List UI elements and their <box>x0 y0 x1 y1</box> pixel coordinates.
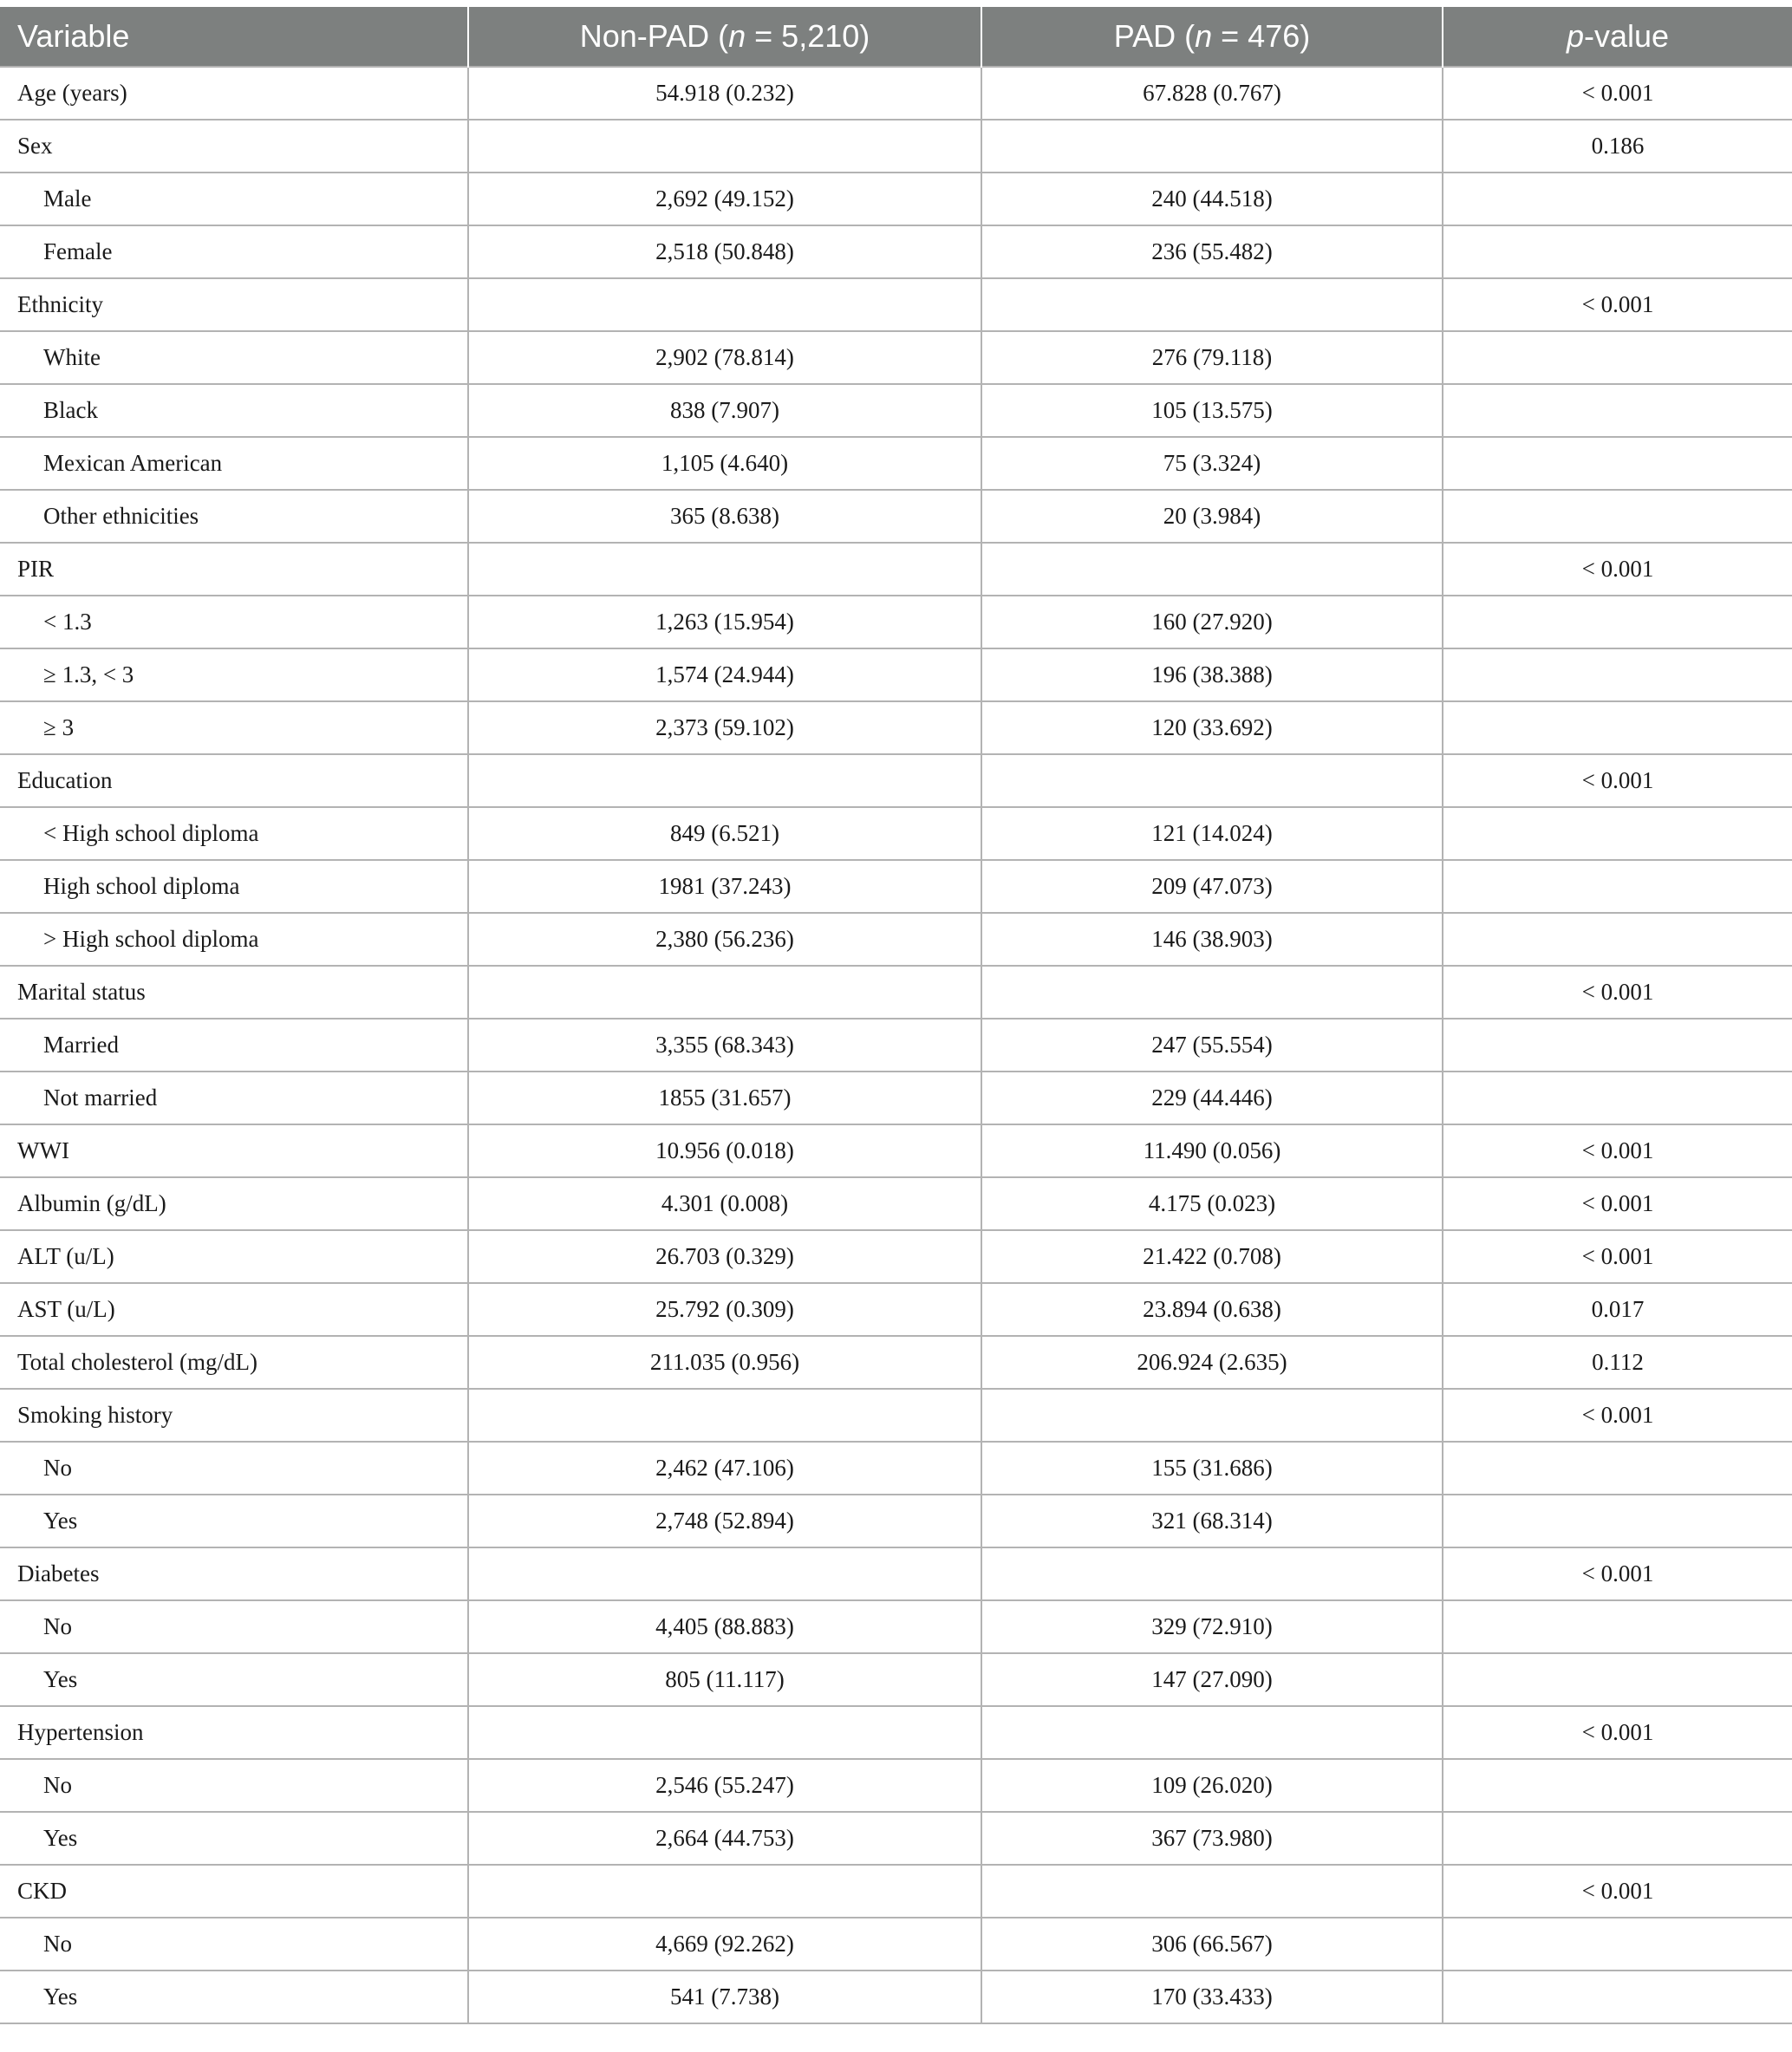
table-row <box>0 913 1792 966</box>
variable-cell: Yes <box>0 1812 468 1865</box>
table-row <box>0 1336 1792 1389</box>
non-pad-cell: 1981 (37.243) <box>468 860 981 913</box>
header-non-pad-suffix: = 5,210) <box>746 18 870 54</box>
table-row <box>0 1653 1792 1706</box>
p-value-cell: 0.112 <box>1443 1336 1792 1389</box>
variable-cell: ALT (u/L) <box>0 1230 468 1283</box>
p-value-cell: < 0.001 <box>1443 1230 1792 1283</box>
pad-cell <box>981 1547 1443 1600</box>
table-row <box>0 225 1792 278</box>
table-row <box>0 331 1792 384</box>
variable-cell: AST (u/L) <box>0 1283 468 1336</box>
variable-cell: No <box>0 1600 468 1653</box>
variable-cell: < 1.3 <box>0 596 468 648</box>
pad-cell: 20 (3.984) <box>981 490 1443 543</box>
pad-cell: 11.490 (0.056) <box>981 1124 1443 1177</box>
pad-cell: 67.828 (0.767) <box>981 67 1443 120</box>
table-row <box>0 1759 1792 1812</box>
non-pad-cell: 2,664 (44.753) <box>468 1812 981 1865</box>
non-pad-cell: 1,105 (4.640) <box>468 437 981 490</box>
non-pad-cell <box>468 754 981 807</box>
pad-cell: 75 (3.324) <box>981 437 1443 490</box>
p-value-cell: < 0.001 <box>1443 1865 1792 1918</box>
variable-cell: Yes <box>0 1971 468 2023</box>
non-pad-cell: 4.301 (0.008) <box>468 1177 981 1230</box>
pad-cell: 367 (73.980) <box>981 1812 1443 1865</box>
pad-cell: 121 (14.024) <box>981 807 1443 860</box>
header-p-value <box>1443 7 1792 67</box>
pad-cell: 236 (55.482) <box>981 225 1443 278</box>
p-value-cell <box>1443 384 1792 437</box>
p-value-cell <box>1443 913 1792 966</box>
p-value-cell: < 0.001 <box>1443 1177 1792 1230</box>
table-header <box>0 7 1792 67</box>
p-value-cell <box>1443 701 1792 754</box>
p-value-cell: 0.186 <box>1443 120 1792 173</box>
table-row <box>0 648 1792 701</box>
pad-cell <box>981 120 1443 173</box>
p-value-cell: < 0.001 <box>1443 1547 1792 1600</box>
p-value-cell <box>1443 1442 1792 1495</box>
p-value-cell <box>1443 331 1792 384</box>
p-value-cell: < 0.001 <box>1443 754 1792 807</box>
table-row <box>0 807 1792 860</box>
pad-cell: 229 (44.446) <box>981 1072 1443 1124</box>
table-row <box>0 278 1792 331</box>
pad-cell: 146 (38.903) <box>981 913 1443 966</box>
non-pad-cell: 3,355 (68.343) <box>468 1019 981 1072</box>
table-row <box>0 1547 1792 1600</box>
variable-cell: Smoking history <box>0 1389 468 1442</box>
p-value-cell <box>1443 490 1792 543</box>
variable-cell: Yes <box>0 1495 468 1547</box>
variable-cell: ≥ 1.3, < 3 <box>0 648 468 701</box>
variable-cell: Total cholesterol (mg/dL) <box>0 1336 468 1389</box>
pad-cell: 120 (33.692) <box>981 701 1443 754</box>
variable-cell: Mexican American <box>0 437 468 490</box>
header-variable <box>0 7 468 67</box>
pad-cell: 206.924 (2.635) <box>981 1336 1443 1389</box>
variable-cell: Female <box>0 225 468 278</box>
non-pad-cell <box>468 1547 981 1600</box>
header-pad <box>981 7 1443 67</box>
pad-cell: 209 (47.073) <box>981 860 1443 913</box>
variable-cell: No <box>0 1759 468 1812</box>
p-value-cell: < 0.001 <box>1443 67 1792 120</box>
variable-cell: High school diploma <box>0 860 468 913</box>
p-value-cell: < 0.001 <box>1443 543 1792 596</box>
non-pad-cell: 838 (7.907) <box>468 384 981 437</box>
variable-cell: Ethnicity <box>0 278 468 331</box>
table-row <box>0 966 1792 1019</box>
table-row <box>0 1230 1792 1283</box>
header-p-suffix: -value <box>1583 18 1670 54</box>
p-value-cell <box>1443 1019 1792 1072</box>
p-value-cell <box>1443 1971 1792 2023</box>
header-non-pad-prefix: Non-PAD ( <box>579 18 729 54</box>
pad-cell <box>981 1706 1443 1759</box>
p-value-cell: < 0.001 <box>1443 278 1792 331</box>
p-value-cell <box>1443 596 1792 648</box>
pad-cell <box>981 1389 1443 1442</box>
table-row <box>0 1124 1792 1177</box>
non-pad-cell: 805 (11.117) <box>468 1653 981 1706</box>
table-row <box>0 596 1792 648</box>
variable-cell: Age (years) <box>0 67 468 120</box>
variable-cell: No <box>0 1918 468 1971</box>
pad-cell: 170 (33.433) <box>981 1971 1443 2023</box>
pad-cell: 4.175 (0.023) <box>981 1177 1443 1230</box>
pad-cell: 329 (72.910) <box>981 1600 1443 1653</box>
non-pad-cell: 1,574 (24.944) <box>468 648 981 701</box>
non-pad-cell <box>468 120 981 173</box>
table-row <box>0 1812 1792 1865</box>
p-value-cell <box>1443 1653 1792 1706</box>
non-pad-cell: 2,546 (55.247) <box>468 1759 981 1812</box>
pad-cell: 21.422 (0.708) <box>981 1230 1443 1283</box>
variable-cell: Education <box>0 754 468 807</box>
variable-cell: > High school diploma <box>0 913 468 966</box>
table-row <box>0 1706 1792 1759</box>
p-value-cell: < 0.001 <box>1443 1389 1792 1442</box>
non-pad-cell <box>468 966 981 1019</box>
table-row <box>0 1072 1792 1124</box>
non-pad-cell: 211.035 (0.956) <box>468 1336 981 1389</box>
pad-cell <box>981 754 1443 807</box>
table-row <box>0 1177 1792 1230</box>
table-row <box>0 1971 1792 2023</box>
pad-cell: 196 (38.388) <box>981 648 1443 701</box>
variable-cell: Male <box>0 173 468 225</box>
non-pad-cell: 2,902 (78.814) <box>468 331 981 384</box>
variable-cell: Not married <box>0 1072 468 1124</box>
table-row <box>0 437 1792 490</box>
header-non-pad <box>468 7 981 67</box>
table-row <box>0 1918 1792 1971</box>
table-row <box>0 754 1792 807</box>
non-pad-cell: 2,462 (47.106) <box>468 1442 981 1495</box>
pad-cell <box>981 543 1443 596</box>
non-pad-cell: 25.792 (0.309) <box>468 1283 981 1336</box>
table-row <box>0 490 1792 543</box>
table-row <box>0 1283 1792 1336</box>
p-value-cell <box>1443 1072 1792 1124</box>
pad-cell: 276 (79.118) <box>981 331 1443 384</box>
non-pad-cell: 2,380 (56.236) <box>468 913 981 966</box>
p-value-cell <box>1443 173 1792 225</box>
table-row <box>0 384 1792 437</box>
p-value-cell: 0.017 <box>1443 1283 1792 1336</box>
p-value-cell <box>1443 1759 1792 1812</box>
table-row <box>0 1019 1792 1072</box>
pad-cell: 321 (68.314) <box>981 1495 1443 1547</box>
non-pad-cell: 4,669 (92.262) <box>468 1918 981 1971</box>
pad-cell <box>981 278 1443 331</box>
non-pad-cell <box>468 543 981 596</box>
p-value-cell <box>1443 1495 1792 1547</box>
non-pad-cell: 26.703 (0.329) <box>468 1230 981 1283</box>
p-value-cell: < 0.001 <box>1443 1706 1792 1759</box>
p-value-cell: < 0.001 <box>1443 966 1792 1019</box>
variable-cell: Other ethnicities <box>0 490 468 543</box>
pad-cell: 105 (13.575) <box>981 384 1443 437</box>
p-value-cell <box>1443 1600 1792 1653</box>
non-pad-cell: 849 (6.521) <box>468 807 981 860</box>
table-row <box>0 1442 1792 1495</box>
variable-cell: Sex <box>0 120 468 173</box>
header-non-pad-n: n <box>728 18 746 54</box>
pad-cell <box>981 966 1443 1019</box>
non-pad-cell: 2,748 (52.894) <box>468 1495 981 1547</box>
non-pad-cell: 541 (7.738) <box>468 1971 981 2023</box>
non-pad-cell: 54.918 (0.232) <box>468 67 981 120</box>
variable-cell: Diabetes <box>0 1547 468 1600</box>
variable-cell: No <box>0 1442 468 1495</box>
non-pad-cell <box>468 1706 981 1759</box>
table-row <box>0 120 1792 173</box>
header-variable-label: Variable <box>17 18 130 54</box>
non-pad-cell <box>468 278 981 331</box>
variable-cell: Black <box>0 384 468 437</box>
variable-cell: Albumin (g/dL) <box>0 1177 468 1230</box>
non-pad-cell <box>468 1865 981 1918</box>
variable-cell: Married <box>0 1019 468 1072</box>
variable-cell: White <box>0 331 468 384</box>
pad-cell: 240 (44.518) <box>981 173 1443 225</box>
pad-cell: 160 (27.920) <box>981 596 1443 648</box>
table-body <box>0 67 1792 2023</box>
pad-cell: 247 (55.554) <box>981 1019 1443 1072</box>
p-value-cell <box>1443 1812 1792 1865</box>
p-value-cell <box>1443 860 1792 913</box>
pad-cell: 306 (66.567) <box>981 1918 1443 1971</box>
p-value-cell <box>1443 1918 1792 1971</box>
header-pad-prefix: PAD ( <box>1113 18 1196 54</box>
table-row <box>0 1389 1792 1442</box>
non-pad-cell: 2,373 (59.102) <box>468 701 981 754</box>
table-row <box>0 701 1792 754</box>
header-p-italic: p <box>1566 18 1584 54</box>
pad-cell: 155 (31.686) <box>981 1442 1443 1495</box>
variable-cell: < High school diploma <box>0 807 468 860</box>
pad-cell <box>981 1865 1443 1918</box>
variable-cell: ≥ 3 <box>0 701 468 754</box>
non-pad-cell: 4,405 (88.883) <box>468 1600 981 1653</box>
characteristics-table <box>0 7 1792 2024</box>
p-value-cell <box>1443 225 1792 278</box>
header-pad-n: n <box>1195 18 1213 54</box>
p-value-cell <box>1443 807 1792 860</box>
pad-cell: 23.894 (0.638) <box>981 1283 1443 1336</box>
non-pad-cell: 1,263 (15.954) <box>468 596 981 648</box>
header-row <box>0 7 1792 67</box>
table-row <box>0 543 1792 596</box>
variable-cell: CKD <box>0 1865 468 1918</box>
variable-cell: WWI <box>0 1124 468 1177</box>
variable-cell: Hypertension <box>0 1706 468 1759</box>
pad-cell: 147 (27.090) <box>981 1653 1443 1706</box>
table-row <box>0 1600 1792 1653</box>
non-pad-cell: 2,518 (50.848) <box>468 225 981 278</box>
non-pad-cell: 10.956 (0.018) <box>468 1124 981 1177</box>
variable-cell: Yes <box>0 1653 468 1706</box>
non-pad-cell: 365 (8.638) <box>468 490 981 543</box>
variable-cell: PIR <box>0 543 468 596</box>
p-value-cell: < 0.001 <box>1443 1124 1792 1177</box>
table-row <box>0 67 1792 120</box>
non-pad-cell: 1855 (31.657) <box>468 1072 981 1124</box>
pad-cell: 109 (26.020) <box>981 1759 1443 1812</box>
header-pad-suffix: = 476) <box>1212 18 1311 54</box>
table-row <box>0 173 1792 225</box>
variable-cell: Marital status <box>0 966 468 1019</box>
table-row <box>0 1495 1792 1547</box>
table-row <box>0 1865 1792 1918</box>
non-pad-cell <box>468 1389 981 1442</box>
p-value-cell <box>1443 437 1792 490</box>
non-pad-cell: 2,692 (49.152) <box>468 173 981 225</box>
p-value-cell <box>1443 648 1792 701</box>
table-row <box>0 860 1792 913</box>
